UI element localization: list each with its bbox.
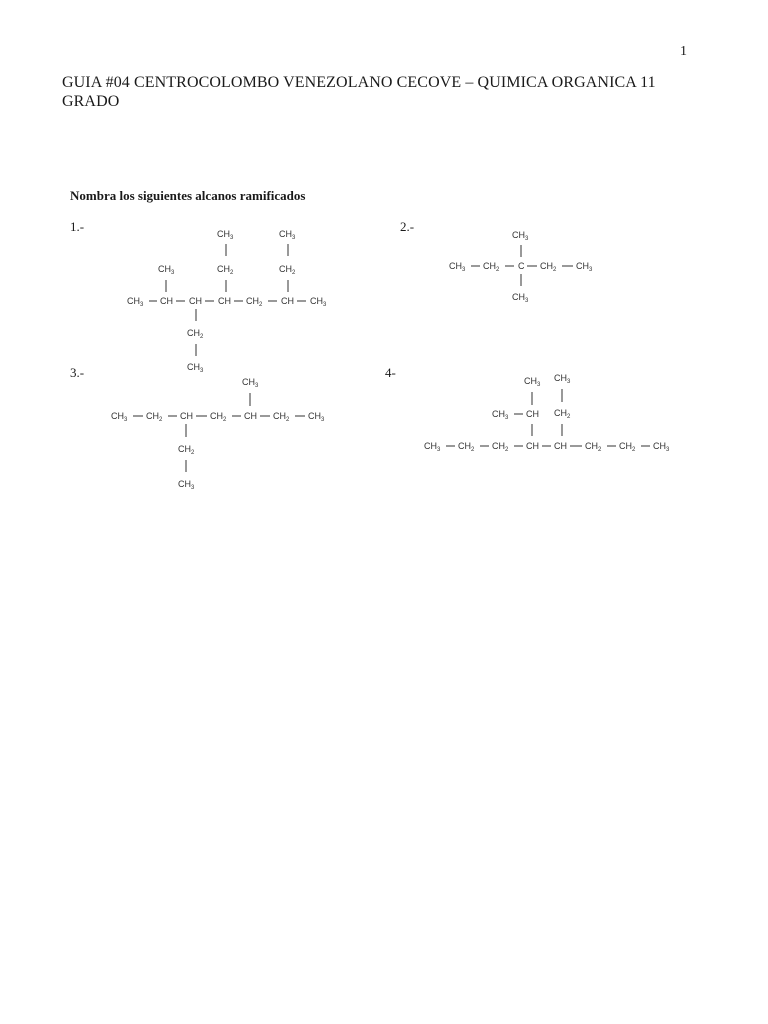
branch-group: $CH_3$ <box>524 376 541 388</box>
chain-group: $CH_2$ <box>246 296 263 308</box>
chain-group: CH <box>218 296 231 306</box>
exercise-3-label: 3.- <box>70 365 85 380</box>
chain-group: $CH_3$ <box>111 411 128 423</box>
branch-group: $CH_3$ <box>187 362 204 374</box>
branch-group: $CH_3$ <box>279 229 296 241</box>
chain-group: $CH_2$ <box>210 411 227 423</box>
branch-group: $CH_2$ <box>554 408 571 420</box>
chain-group: $CH_2$ <box>619 441 636 453</box>
chain-group: $CH_3$ <box>127 296 144 308</box>
chain-group: CH <box>281 296 294 306</box>
branch-group: $CH_3$ <box>158 264 175 276</box>
structure-2 <box>449 230 593 304</box>
branch-group: $CH_2$ <box>279 264 296 276</box>
branch-group: $CH_3$ <box>512 292 529 304</box>
chain-group: $CH_3$ <box>576 261 593 273</box>
chain-group: $CH_2$ <box>273 411 290 423</box>
exercise-2-label: 2.- <box>400 219 415 234</box>
chain-group: $CH_3$ <box>308 411 325 423</box>
chain-group: CH <box>160 296 173 306</box>
chain-group: $CH_2$ <box>585 441 602 453</box>
branch-group: CH <box>526 409 539 419</box>
chain-group: $CH_2$ <box>458 441 475 453</box>
chain-group: CH <box>244 411 257 421</box>
chain-group: C <box>518 261 525 271</box>
branch-group: $CH_3$ <box>242 377 259 389</box>
branch-group: $CH_3$ <box>554 373 571 385</box>
chain-group: $CH_3$ <box>424 441 441 453</box>
branch-group: $CH_2$ <box>187 328 204 340</box>
page-number: 1 <box>680 44 687 59</box>
chain-group: $CH_3$ <box>653 441 670 453</box>
chain-group: $CH_2$ <box>540 261 557 273</box>
document-title: GUIA #04 CENTROCOLOMBO VENEZOLANO CECOVE – QUIMICA ORGANICA 11 GRADO <box>62 74 656 110</box>
branch-group: $CH_2$ <box>178 444 195 456</box>
chain-group: CH <box>189 296 202 306</box>
structure-1 <box>127 229 327 374</box>
exercise-4-label: 4- <box>385 365 396 380</box>
branch-group: $CH_2$ <box>217 264 234 276</box>
structure-4 <box>424 373 670 453</box>
chain-group: $CH_2$ <box>483 261 500 273</box>
chain-group: CH <box>526 441 539 451</box>
branch-group: $CH_3$ <box>492 409 509 421</box>
chain-group: $CH_3$ <box>310 296 327 308</box>
exercise-1-label: 1.- <box>70 219 85 234</box>
branch-group: $CH_3$ <box>512 230 529 242</box>
branch-group: $CH_3$ <box>178 479 195 491</box>
chain-group: $CH_3$ <box>449 261 466 273</box>
instruction-heading: Nombra los siguientes alcanos ramificados <box>70 188 306 203</box>
chain-group: $CH_2$ <box>492 441 509 453</box>
chain-group: CH <box>180 411 193 421</box>
chain-group: CH <box>554 441 567 451</box>
chain-group: $CH_2$ <box>146 411 163 423</box>
branch-group: $CH_3$ <box>217 229 234 241</box>
structure-3 <box>111 377 325 491</box>
